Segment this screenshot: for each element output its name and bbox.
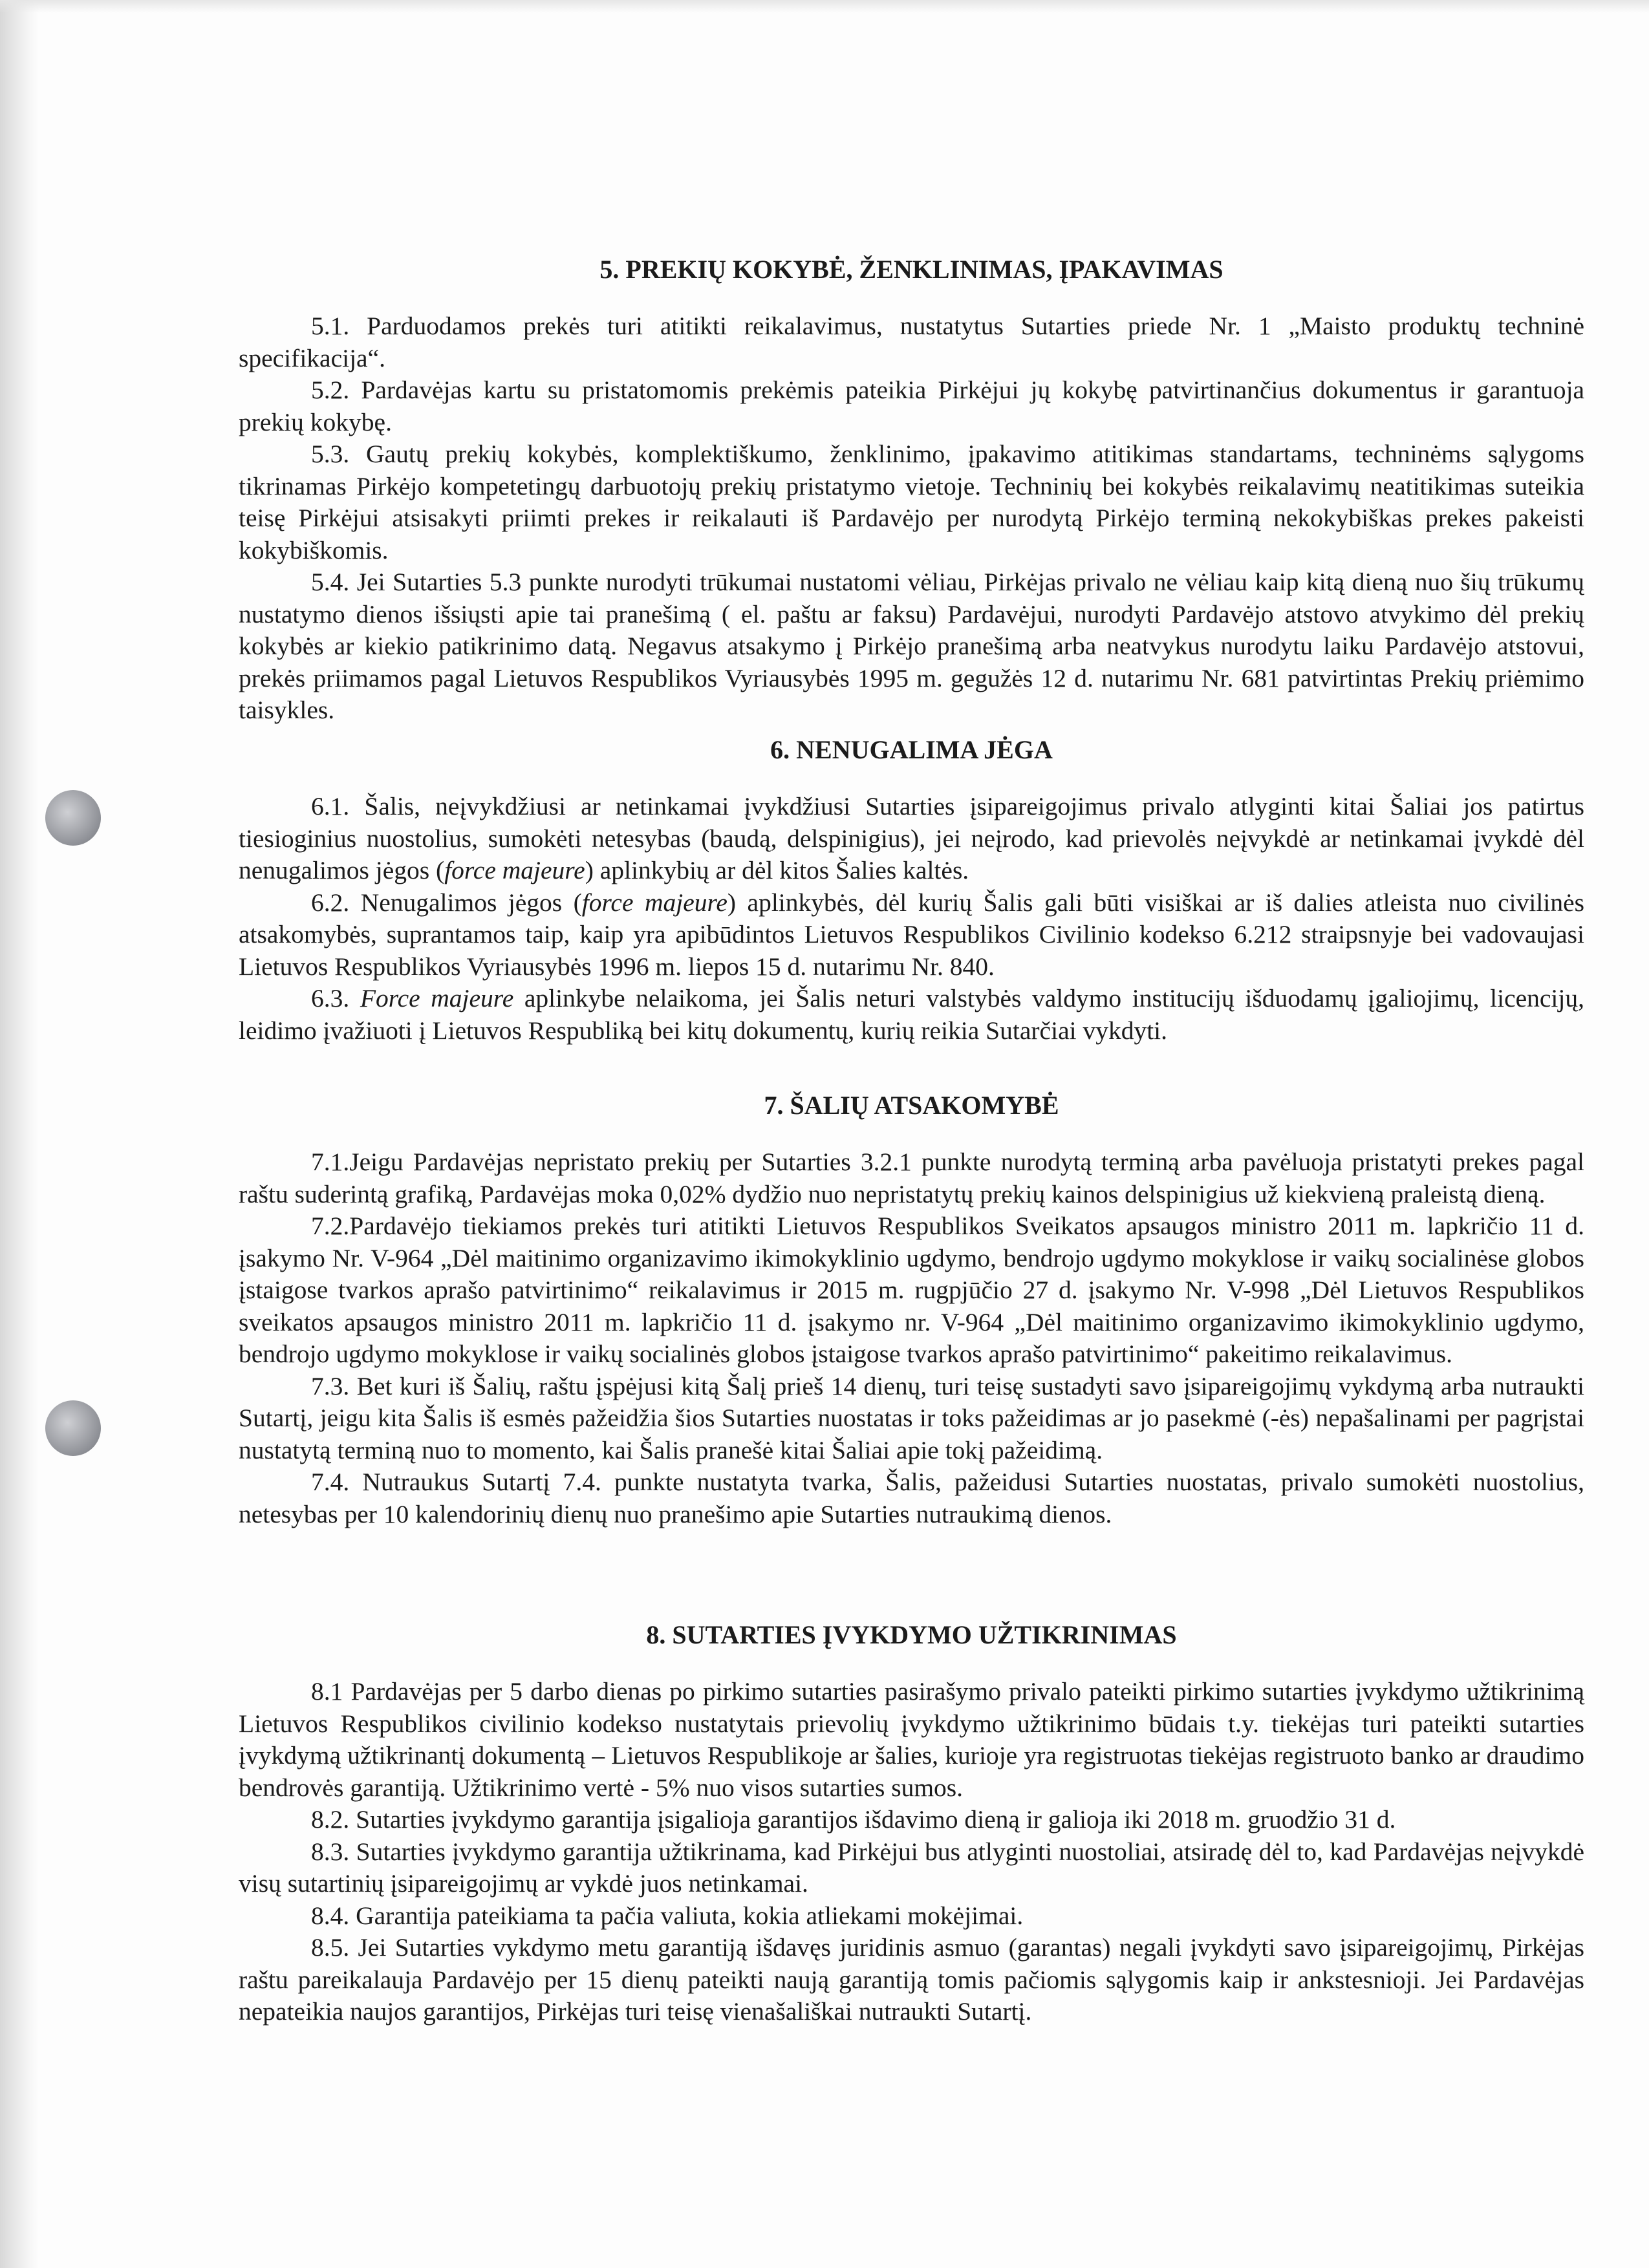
scan-shadow-left [0, 0, 39, 2268]
section-heading: 5. PREKIŲ KOKYBĖ, ŽENKLINIMAS, ĮPAKAVIMAS [599, 255, 1223, 284]
clause-text: 5.4. Jei Sutarties 5.3 punkte nurodyti trūkumai nustatomi vėliau, Pirkėjas privalo ne vėliau kaip kitą dieną nuo šių trūkumų nustatymo dienos išsiųsti apie tai pranešimą ( el. paštu ar faksu) Pardavėjui, nurodyti Pardavėjo atstovo atvykimo dėl prekių kokybės ar kiekio patikrinimo datą. Negavus atsakymo į Pirkėjo pranešimą arba neatvykus nurodytu laiku Pardavėjo atstovui, prekės priimamos pagal Lietuvos Respublikos Vyriausybės 1995 m. gegužės 12 d. nutarimu Nr. 681 patvirtintas Prekių priėmimo taisykles. [239, 568, 1584, 724]
clause-paragraph [239, 566, 1584, 727]
clause-paragraph [239, 1371, 1584, 1467]
clause-text: 5.2. Pardavėjas kartu su pristatomomis prekėmis pateikia Pirkėjui jų kokybę patvirtinančius dokumentus ir garantuoja prekių kokybę. [239, 376, 1584, 436]
clause-text: 8.4. Garantija pateikiama ta pačia valiuta, kokia atliekami mokėjimai. [311, 1901, 1024, 1930]
clause-text: 6.1. Šalis, neįvykdžiusi ar netinkamai įvykdžiusi Sutarties įsipareigojimus privalo atlyginti kitai Šaliai jos patirtus tiesioginius nuostolius, sumokėti netesybas (baudą, delspinigius), jei neįrodo, kad prievolės neįvykdė ar netinkamai įvykdė dėl nenugalimos jėgos ( [239, 792, 1584, 884]
clause-paragraph [239, 1932, 1584, 2028]
clause-paragraph [239, 1466, 1584, 1530]
punch-hole [45, 1400, 101, 1456]
clause-paragraph [239, 791, 1584, 887]
clause-paragraph [239, 438, 1584, 566]
clause-text: 6.3. [311, 984, 360, 1012]
clause-paragraph [239, 1804, 1584, 1836]
clause-text: 6.2. Nenugalimos jėgos ( [311, 888, 582, 917]
clause-paragraph [239, 1900, 1584, 1932]
section-heading: 7. ŠALIŲ ATSAKOMYBĖ [764, 1091, 1059, 1120]
clause-text: aplinkybe nelaikoma, jei Šalis neturi valstybės valdymo institucijų išduodamų įgaliojimų, licencijų, leidimo įvažiuoti į Lietuvos Respubliką bei kitų dokumentų, kurių reikia Sutarčiai vykdyti. [239, 984, 1584, 1045]
clause-text: 7.2.Pardavėjo tiekiamos prekės turi atitikti Lietuvos Respublikos Sveikatos apsaugos ministro 2011 m. lapkričio 11 d. įsakymo Nr. V-964 „Dėl maitinimo organizavimo ikimokyklinio ugdymo, bendrojo ugdymo mokyklose ir vaikų socialinėse globos įstaigose tvarkos aprašo patvirtinimo“ reikalavimus ir 2015 m. rugpjūčio 27 d. įsakymo Nr. V-998 „Dėl Lietuvos Respublikos sveikatos apsaugos ministro 2011 m. lapkričio 11 d. įsakymo nr. V-964 „Dėl maitinimo organizavimo ikimokyklinio ugdymo, bendrojo ugdymo mokyklose ir vaikų socialinės globos įstaigose tvarkos aprašo patvirtinimo“ pakeitimo reikalavimus. [239, 1212, 1584, 1368]
section-5-quality [239, 253, 1584, 727]
clause-paragraph [239, 983, 1584, 1047]
scan-shadow-top [0, 0, 1649, 13]
clause-text: ) aplinkybių ar dėl kitos Šalies kaltės. [585, 856, 969, 884]
section-6-force-majeure [239, 734, 1584, 1047]
clause-paragraph [239, 1676, 1584, 1804]
clause-text: 8.5. Jei Sutarties vykdymo metu garantiją išdavęs juridinis asmuo (garantas) negali įvykdyti savo įsipareigojimų, Pirkėjas raštu pareikalauja Pardavėjo per 15 dienų pateikti naują garantiją tomis pačiomis sąlygomis kaip ir ankstesnioji. Jei Pardavėjas nepateikia naujos garantijos, Pirkėjas turi teisę vienašališkai nutraukti Sutartį. [239, 1933, 1584, 2026]
clause-text: 5.1. Parduodamos prekės turi atitikti reikalavimus, nustatytus Sutarties priede Nr. 1 „Maisto produktų techninė specifikacija“. [239, 312, 1584, 372]
italic-term: Force majeure [360, 984, 514, 1012]
section-8-performance-security [239, 1619, 1584, 2028]
clause-text: 5.3. Gautų prekių kokybės, komplektiškumo, ženklinimo, įpakavimo atitikimas standartams, techninėms sąlygoms tikrinamas Pirkėjo kompetetingų darbuotojų prekių pristatymo vietoje. Techninių bei kokybės reikalavimų neatitikimas suteikia teisę Pirkėjui atsisakyti priimti prekes ir reikalauti iš Pardavėjo per nurodytą Pirkėjo terminą nekokybiškas prekes pakeisti kokybiškomis. [239, 440, 1584, 564]
punch-hole [45, 790, 101, 846]
clause-text: 7.3. Bet kuri iš Šalių, raštu įspėjusi kitą Šalį prieš 14 dienų, turi teisę sustadyti savo įsipareigojimų vykdymą arba nutraukti Sutartį, jeigu kita Šalis iš esmės pažeidžia šios Sutarties nuostatas ir toks pažeidimas ar jo pasekmė (-ės) nepašalinami per pagrįstai nustatytą terminą nuo to momento, kai Šalis pranešė kitai Šaliai apie tokį pažeidimą. [239, 1371, 1584, 1464]
clause-paragraph [239, 1146, 1584, 1210]
clause-paragraph [239, 374, 1584, 438]
clause-text: 8.3. Sutarties įvykdymo garantija užtikrinama, kad Pirkėjui bus atlyginti nuostoliai, atsiradę dėl to, kad Pardavėjas neįvykdė visų sutartinių įsipareigojimų ar vykdė juos netinkamai. [239, 1837, 1584, 1898]
clause-text: 7.1.Jeigu Pardavėjas nepristato prekių per Sutarties 3.2.1 punkte nurodytą terminą arba pavėluoja pristatyti prekes pagal raštu suderintą grafiką, Pardavėjas moka 0,02% dydžio nuo nepristatytų prekių kainos delspinigius už kiekvieną praleistą dieną. [239, 1148, 1584, 1208]
clause-paragraph [239, 1836, 1584, 1900]
italic-term: force majeure [444, 856, 585, 884]
section-heading: 6. NENUGALIMA JĖGA [770, 735, 1053, 764]
section-7-liability [239, 1089, 1584, 1530]
clause-text: ) aplinkybės, dėl kurių Šalis gali būti visiškai ar iš dalies atleista nuo civilinės atsakomybės, suprantamos taip, kaip yra apibūdintos Lietuvos Respublikos Civilinio kodekso 6.212 straipsnyje bei vadovaujasi Lietuvos Respublikos Vyriausybės 1996 m. liepos 15 d. nutarimu Nr. 840. [239, 888, 1584, 981]
section-heading: 8. SUTARTIES ĮVYKDYMO UŽTIKRINIMAS [646, 1620, 1177, 1649]
clause-text: 7.4. Nutraukus Sutartį 7.4. punkte nustatyta tvarka, Šalis, pažeidusi Sutarties nuostatas, privalo sumokėti nuostolius, netesybas per 10 kalendorinių dienų nuo pranešimo apie Sutarties nutraukimą dienos. [239, 1468, 1584, 1528]
italic-term: force majeure [581, 888, 727, 917]
clause-paragraph [239, 1210, 1584, 1371]
clause-paragraph [239, 887, 1584, 983]
clause-text: 8.1 Pardavėjas per 5 darbo dienas po pirkimo sutarties pasirašymo privalo pateikti pirkimo sutarties įvykdymo užtikrinimą Lietuvos Respublikos civilinio kodekso nustatytais prievolių įvykdymo užtikrinimo būdais t.y. tiekėjas turi pateikti sutarties įvykdymą užtikrinantį dokumentą – Lietuvos Respublikoje ar šalies, kurioje yra registruotas tiekėjas registruoto banko ar draudimo bendrovės garantiją. Užtikrinimo vertė - 5% nuo visos sutarties sumos. [239, 1677, 1584, 1802]
clause-text: 8.2. Sutarties įvykdymo garantija įsigalioja garantijos išdavimo dieną ir galioja iki 2018 m. gruodžio 31 d. [311, 1805, 1396, 1834]
clause-paragraph [239, 310, 1584, 374]
